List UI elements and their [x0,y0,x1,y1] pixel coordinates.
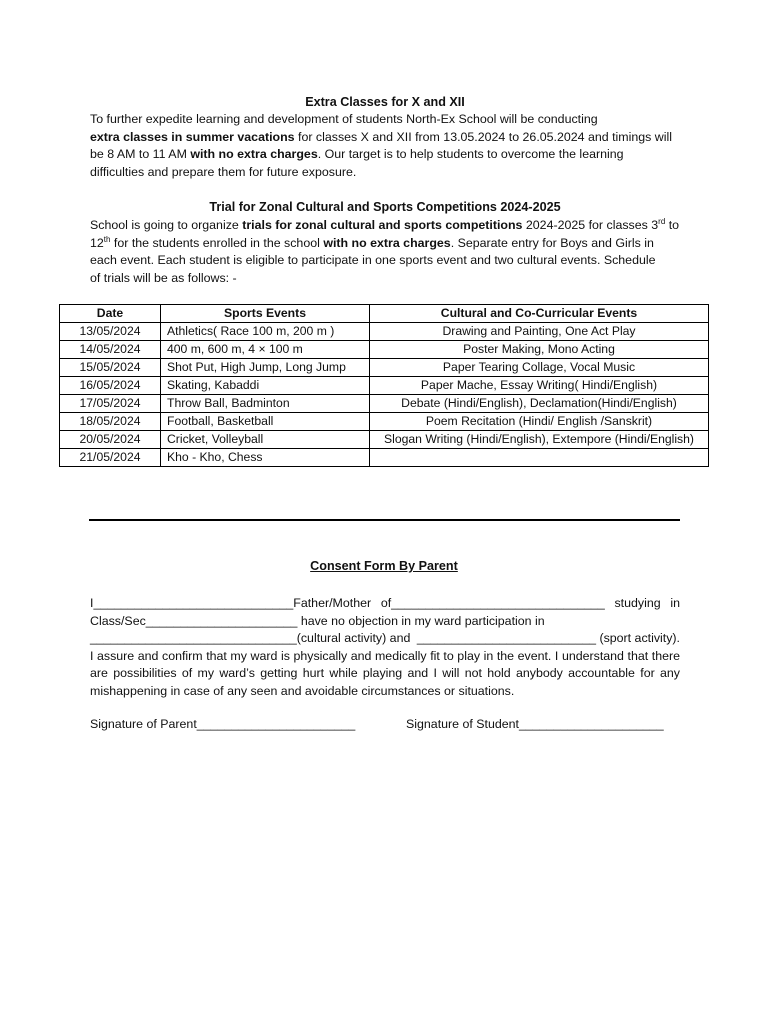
consent-form-title: Consent Form By Parent [310,559,458,573]
consent-line-3 [90,630,680,648]
text: be 8 AM to 11 AM [90,147,191,162]
cell-date: 20/05/2024 [60,431,161,449]
cell-sports-event: 400 m, 600 m, 4 × 100 m [161,341,370,359]
parent-signature-field: Signature of Parent_______________________ [90,717,356,731]
extra-classes-line-2 [90,129,680,147]
consent-line-1 [90,595,680,613]
cell-sports-event: Athletics( Race 100 m, 200 m ) [161,323,370,341]
table-row [60,359,709,377]
consent-line-2: Class/Sec______________________ have no objection in my ward participation in [90,613,545,628]
extra-classes-line-1: To further expedite learning and development of students North-Ex School will be conducting [90,112,598,126]
bold-text: extra classes in summer vacations [90,129,295,144]
text: 2024-2025 for classes 3 [522,218,659,232]
cell-cultural-event: Paper Mache, Essay Writing( Hindi/English) [370,377,709,395]
table-row [60,413,709,431]
text: ______________________________(cultural activity) and [90,631,411,646]
schedule-table [59,304,709,467]
table-row [60,341,709,359]
cell-sports-event: Shot Put, High Jump, Long Jump [161,359,370,377]
cell-cultural-event: Debate (Hindi/English), Declamation(Hindi/English) [370,395,709,413]
trials-line-4: of trials will be as follows: - [90,270,237,285]
consent-form-body [90,595,680,701]
extra-classes-line-3 [90,146,680,164]
extra-classes-title: Extra Classes for X and XII [305,95,465,109]
text: I_____________________________Father/Mother [90,596,372,610]
table-row [60,431,709,449]
cell-date: 16/05/2024 [60,377,161,395]
table-row [60,323,709,341]
student-signature-field: Signature of Student_____________________ [406,717,664,731]
superscript: rd [658,216,666,226]
text: __________________________ (sport activity). [416,631,680,646]
table-body [60,323,709,467]
table-row [60,395,709,413]
consent-assurance-text: I assure and confirm that my ward is physically and medically fit to play in the event. I understand that there are possibilities of my ward’s getting hurt while playing and I will not hold anybody accountable for any mishappening in case of any seen and avoidable circumstances or situations. [90,648,680,698]
cell-cultural-event: Poster Making, Mono Acting [370,341,709,359]
superscript: th [103,234,111,244]
bold-text: with no extra charges [323,235,451,250]
cell-cultural-event: Poem Recitation (Hindi/ English /Sanskrit) [370,413,709,431]
cell-sports-event: Kho - Kho, Chess [161,449,370,467]
trials-title: Trial for Zonal Cultural and Sports Competitions 2024-2025 [209,200,561,214]
header-cultural-events: Cultural and Co-Curricular Events [370,305,709,323]
table-row [60,377,709,395]
section-divider [89,519,680,521]
trials-paragraph [90,217,680,287]
cell-sports-event: Skating, Kabaddi [161,377,370,395]
cell-date: 13/05/2024 [60,323,161,341]
text: School is going to organize [90,218,243,232]
cell-date: 14/05/2024 [60,341,161,359]
trials-line-3: each event. Each student is eligible to participate in one sports event and two cultural events. Schedule [90,253,656,268]
trials-line-2 [90,235,680,253]
bold-text: trials for zonal cultural and sports competitions [242,218,523,232]
cell-cultural-event: Drawing and Painting, One Act Play [370,323,709,341]
text: in [670,596,680,610]
extra-classes-line-4: difficulties and prepare them for future exposure. [90,164,357,179]
text: studying [614,596,661,610]
cell-cultural-event: Slogan Writing (Hindi/English), Extempore (Hindi/English) [370,431,709,449]
text: to [665,218,680,232]
bold-text: with no extra charges [190,147,318,162]
header-date: Date [60,305,161,323]
trials-line-1 [90,217,680,235]
cell-date: 17/05/2024 [60,395,161,413]
cell-cultural-event: Paper Tearing Collage, Vocal Music [370,359,709,377]
text: for classes X and XII from 13.05.2024 to 26.05.2024 and timings will [294,129,673,144]
cell-sports-event: Throw Ball, Badminton [161,395,370,413]
text: . Separate entry for Boys and Girls in [450,235,654,250]
text: 12 [90,235,104,250]
extra-classes-paragraph [90,111,680,181]
cell-date: 15/05/2024 [60,359,161,377]
table-header-row [60,305,709,323]
cell-sports-event: Football, Basketball [161,413,370,431]
table-row [60,449,709,467]
cell-sports-event: Cricket, Volleyball [161,431,370,449]
text: . Our target is to help students to overcome the learning [317,147,624,162]
cell-date: 21/05/2024 [60,449,161,467]
cell-date: 18/05/2024 [60,413,161,431]
text: of_______________________________ [380,596,605,610]
header-sports-events: Sports Events [161,305,370,323]
cell-cultural-event [370,449,709,467]
text: for the students enrolled in the school [110,235,324,250]
